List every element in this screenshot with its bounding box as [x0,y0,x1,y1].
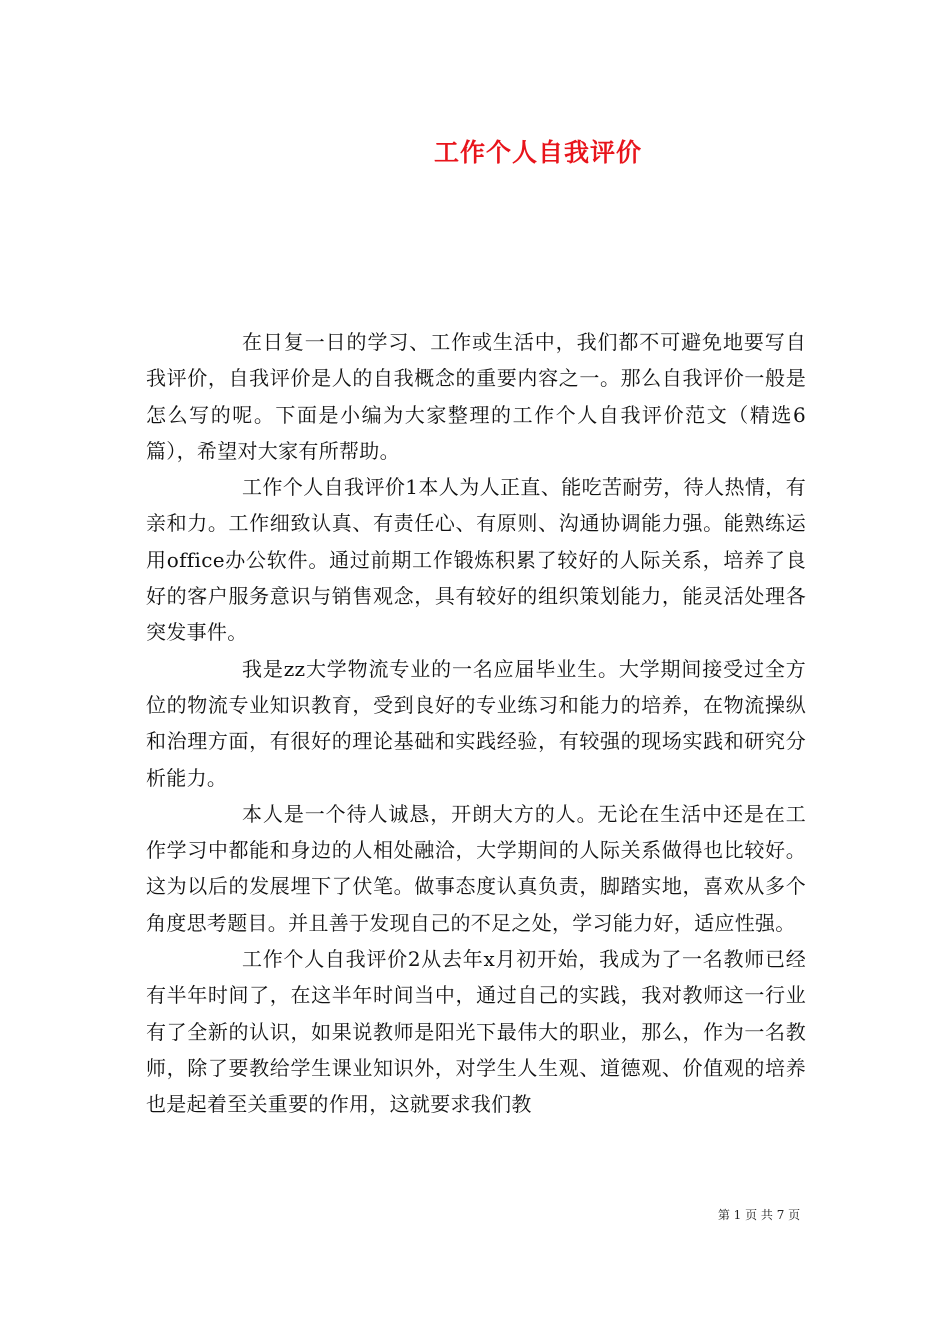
paragraph-intro: 在日复一日的学习、工作或生活中，我们都不可避免地要写自我评价，自我评价是人的自我概念的重要内容之一。那么自我评价一般是怎么写的呢。下面是小编为大家整理的工作个人自我评价范文（精选6篇），希望对大家有所帮助。 [146,330,806,463]
document-title: 工作个人自我评价 [433,138,642,167]
page-number-footer: 第 1 页 共 7 页 [717,1208,801,1222]
paragraph-personality: 本人是一个待人诚恳，开朗大方的人。无论在生活中还是在工作学习中都能和身边的人相处融洽，大学期间的人际关系做得也比较好。这为以后的发展埋下了伏笔。做事态度认真负责，脚踏实地，喜欢从多个角度思考题目。并且善于发现自己的不足之处，学习能力好，适应性强。 [146,801,806,935]
document-body [146,324,806,1123]
paragraph-graduate: 我是zz大学物流专业的一名应届毕业生。大学期间接受过全方位的物流专业知识教育，受到良好的专业练习和能力的培养，在物流操纵和治理方面，有很好的理论基础和实践经验，有较强的现场实践和研究分析能力。 [146,656,806,790]
paragraph-evaluation-2: 工作个人自我评价2从去年x月初开始，我成为了一名教师已经有半年时间了，在这半年时间当中，通过自己的实践，我对教师这一行业有了全新的认识，如果说教师是阳光下最伟大的职业，那么，作为一名教师，除了要教给学生课业知识外，对学生人生观、道德观、价值观的培养也是起着至关重要的作用，这就要求我们教 [146,947,806,1117]
paragraph-evaluation-1: 工作个人自我评价1本人为人正直、能吃苦耐劳，待人热情，有亲和力。工作细致认真、有责任心、有原则、沟通协调能力强。能熟练运用office办公软件。通过前期工作锻炼积累了较好的人际关系，培养了良好的客户服务意识与销售观念，具有较好的组织策划能力，能灵活处理各突发事件。 [146,475,806,645]
